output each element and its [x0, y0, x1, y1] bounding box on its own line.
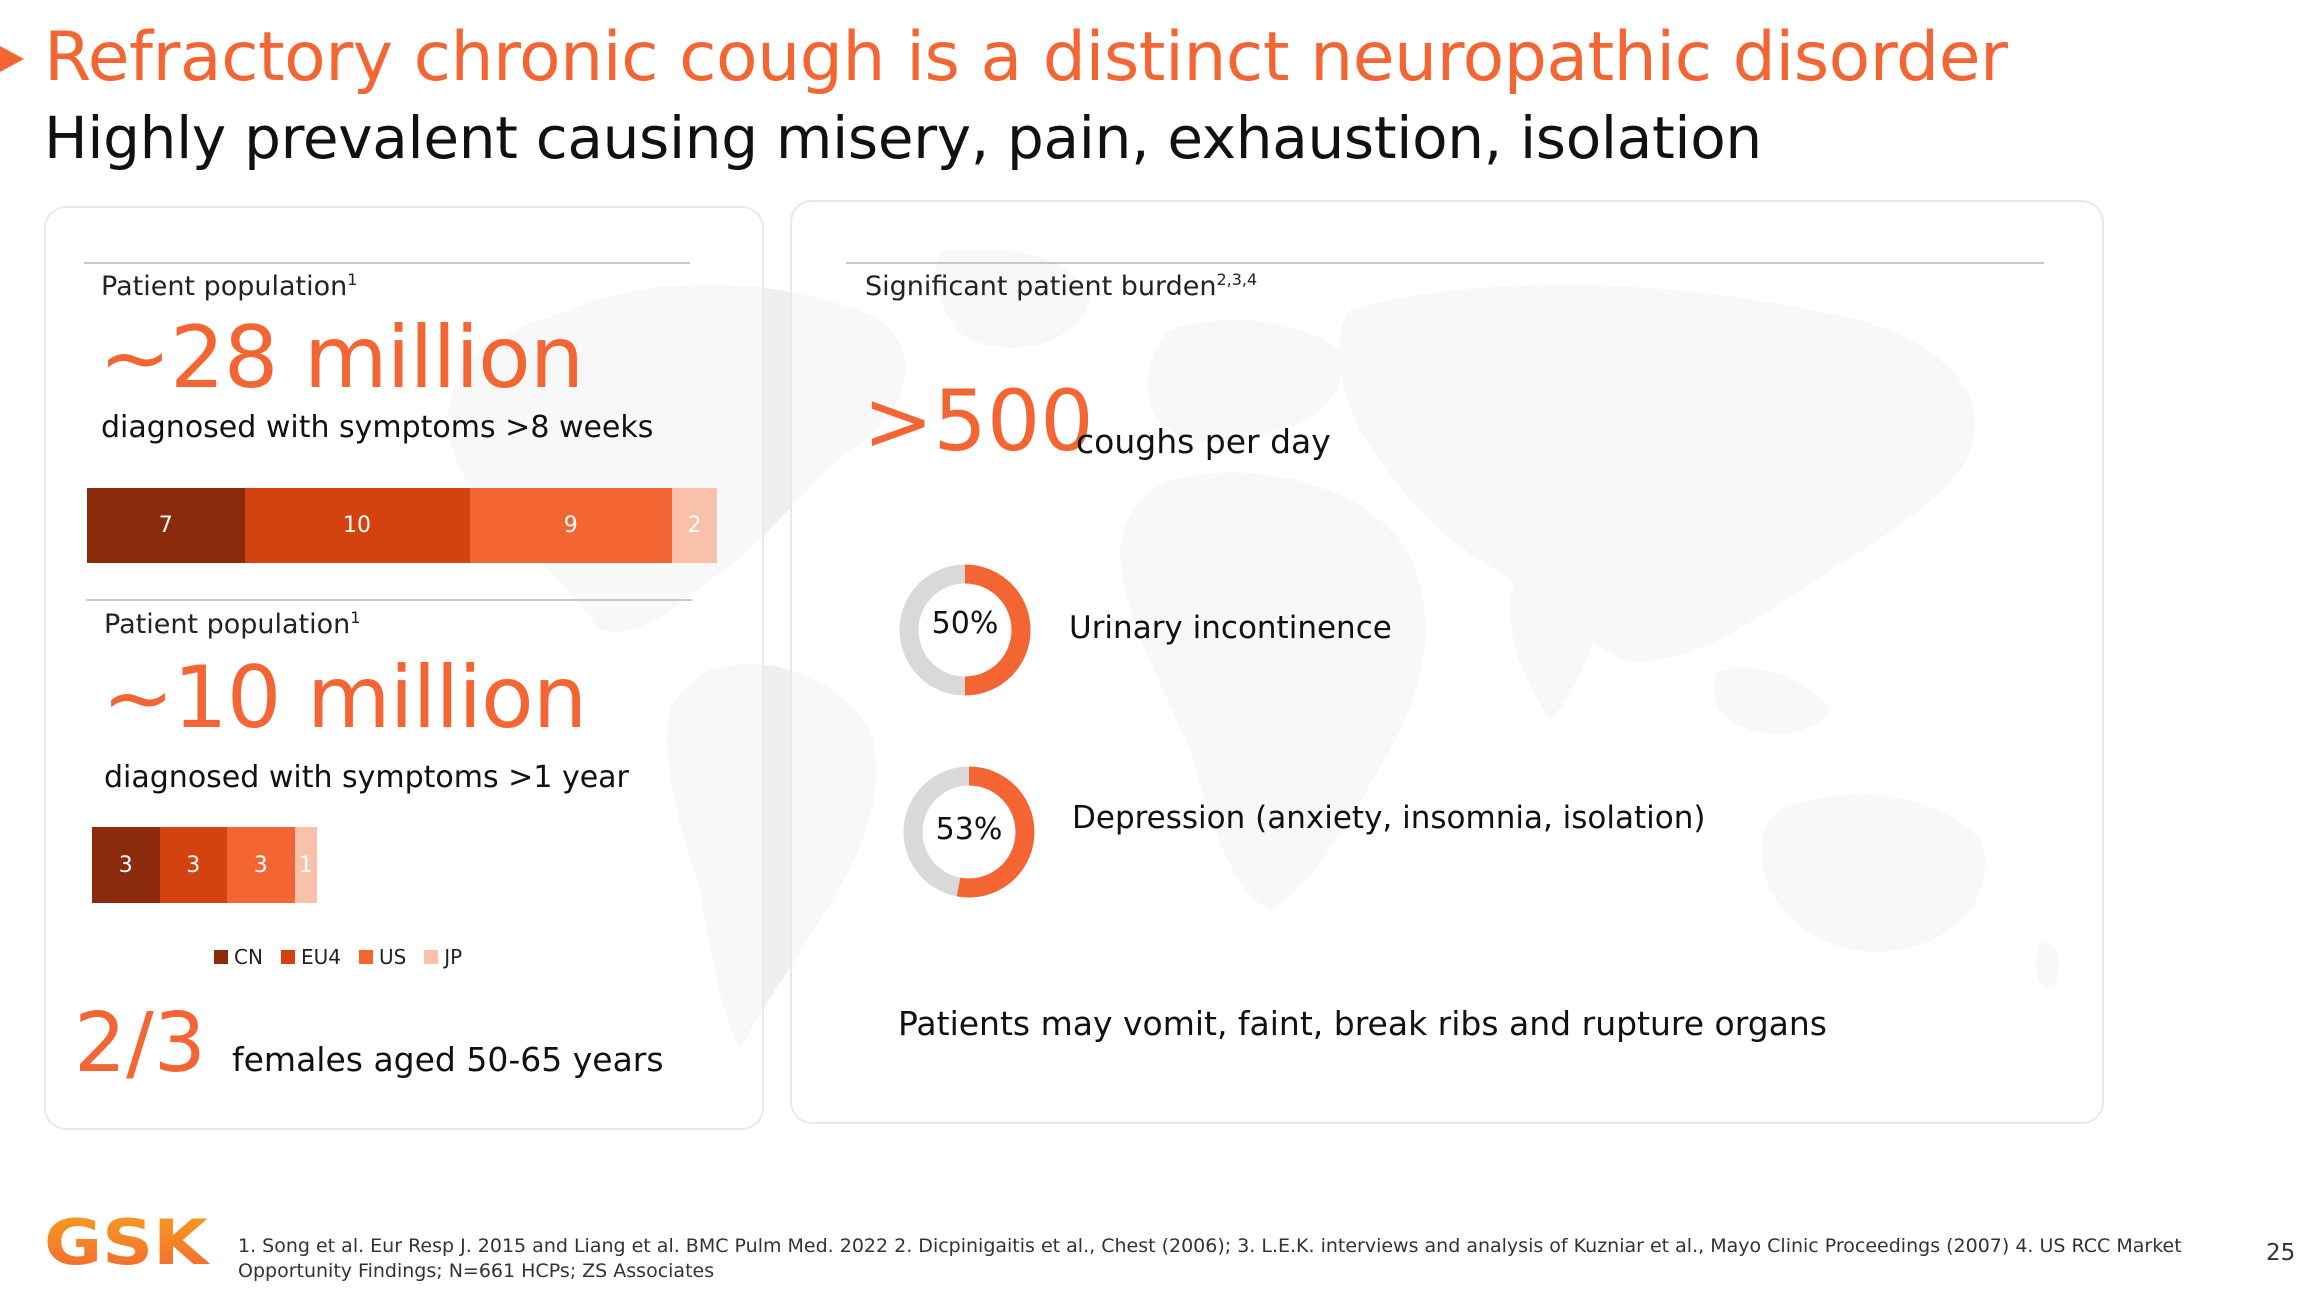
- population-label-2: Patient population$^1$: [104, 608, 361, 640]
- female-fraction: 2/3: [74, 996, 206, 1091]
- legend-swatch: [359, 950, 373, 964]
- page-subtitle: Highly prevalent causing misery, pain, exhaustion, isolation: [44, 104, 1762, 172]
- legend-swatch: [214, 950, 228, 964]
- bar-segment-eu4: [160, 827, 228, 903]
- bar-segment-value: 10: [343, 513, 371, 538]
- bar-segment-value: 1: [298, 852, 313, 878]
- legend-label: EU4: [300, 945, 341, 969]
- legend-label: JP: [444, 945, 463, 969]
- bar-segment-cn: [92, 827, 160, 903]
- population-label-1: Patient population$^1$: [101, 270, 358, 302]
- coughs-stat-text: coughs per day: [1076, 422, 1331, 461]
- title-arrow-icon: [0, 46, 24, 72]
- chart-legend: [214, 945, 462, 969]
- legend-item-cn: [214, 945, 263, 969]
- population-value-1: ~28 million: [99, 308, 584, 408]
- page-title: Refractory chronic cough is a distinct neuropathic disorder: [44, 18, 2008, 97]
- page-number: 25: [2266, 1240, 2296, 1266]
- divider: [846, 262, 2044, 264]
- population-desc-1: diagnosed with symptoms >8 weeks: [101, 410, 654, 445]
- donut-label-1: Urinary incontinence: [1069, 610, 1392, 646]
- bar-segment-eu4: [245, 488, 470, 563]
- stacked-bar-10-million: [92, 827, 317, 903]
- bar-segment-value: 2: [687, 513, 702, 538]
- divider: [84, 262, 690, 264]
- legend-label: US: [378, 945, 407, 969]
- bar-segment-jp: [672, 488, 717, 563]
- bar-segment-value: 7: [158, 513, 173, 538]
- bar-segment-value: 3: [118, 852, 133, 878]
- burden-label: Significant patient burden$^{2,3,4}$: [865, 270, 1258, 302]
- bar-segment-us: [227, 827, 295, 903]
- legend-swatch: [281, 950, 295, 964]
- legend-item-jp: [424, 945, 462, 969]
- divider: [86, 599, 692, 601]
- footnote: 1. Song et al. Eur Resp J. 2015 and Liang et al. BMC Pulm Med. 2022 2. Dicpinigaitis et al., Chest (2006); 3. L.E.K. interviews and analysis of Kuzniar et al., Mayo Clinic Proceedings (2007) 4. US RCC Market Opportunity Findings; N=661 HCPs; ZS Associates: [238, 1235, 2182, 1282]
- bar-segment-us: [470, 488, 673, 563]
- legend-item-eu4: [281, 945, 341, 969]
- stacked-bar-28-million: [87, 488, 717, 563]
- donut-percent-2: 53%: [935, 812, 1003, 847]
- bar-segment-value: 9: [563, 513, 578, 538]
- legend-label: CN: [234, 945, 263, 969]
- population-value-2: ~10 million: [102, 648, 587, 748]
- coughs-stat-value: >500: [863, 372, 1094, 470]
- donut-percent-1: 50%: [931, 606, 999, 641]
- bar-segment-value: 3: [186, 852, 201, 878]
- population-desc-2: diagnosed with symptoms >1 year: [104, 760, 629, 795]
- female-fraction-text: females aged 50-65 years: [232, 1040, 664, 1079]
- bar-segment-jp: [295, 827, 318, 903]
- legend-swatch: [424, 950, 438, 964]
- bar-segment-value: 3: [253, 852, 268, 878]
- patient-consequences-text: Patients may vomit, faint, break ribs and rupture organs: [898, 1004, 1827, 1043]
- gsk-logo: [44, 1212, 210, 1270]
- bar-segment-cn: [87, 488, 245, 563]
- svg-text:GSK: GSK: [44, 1212, 210, 1270]
- legend-item-us: [359, 945, 406, 969]
- donut-label-2: Depression (anxiety, insomnia, isolation): [1072, 800, 1706, 836]
